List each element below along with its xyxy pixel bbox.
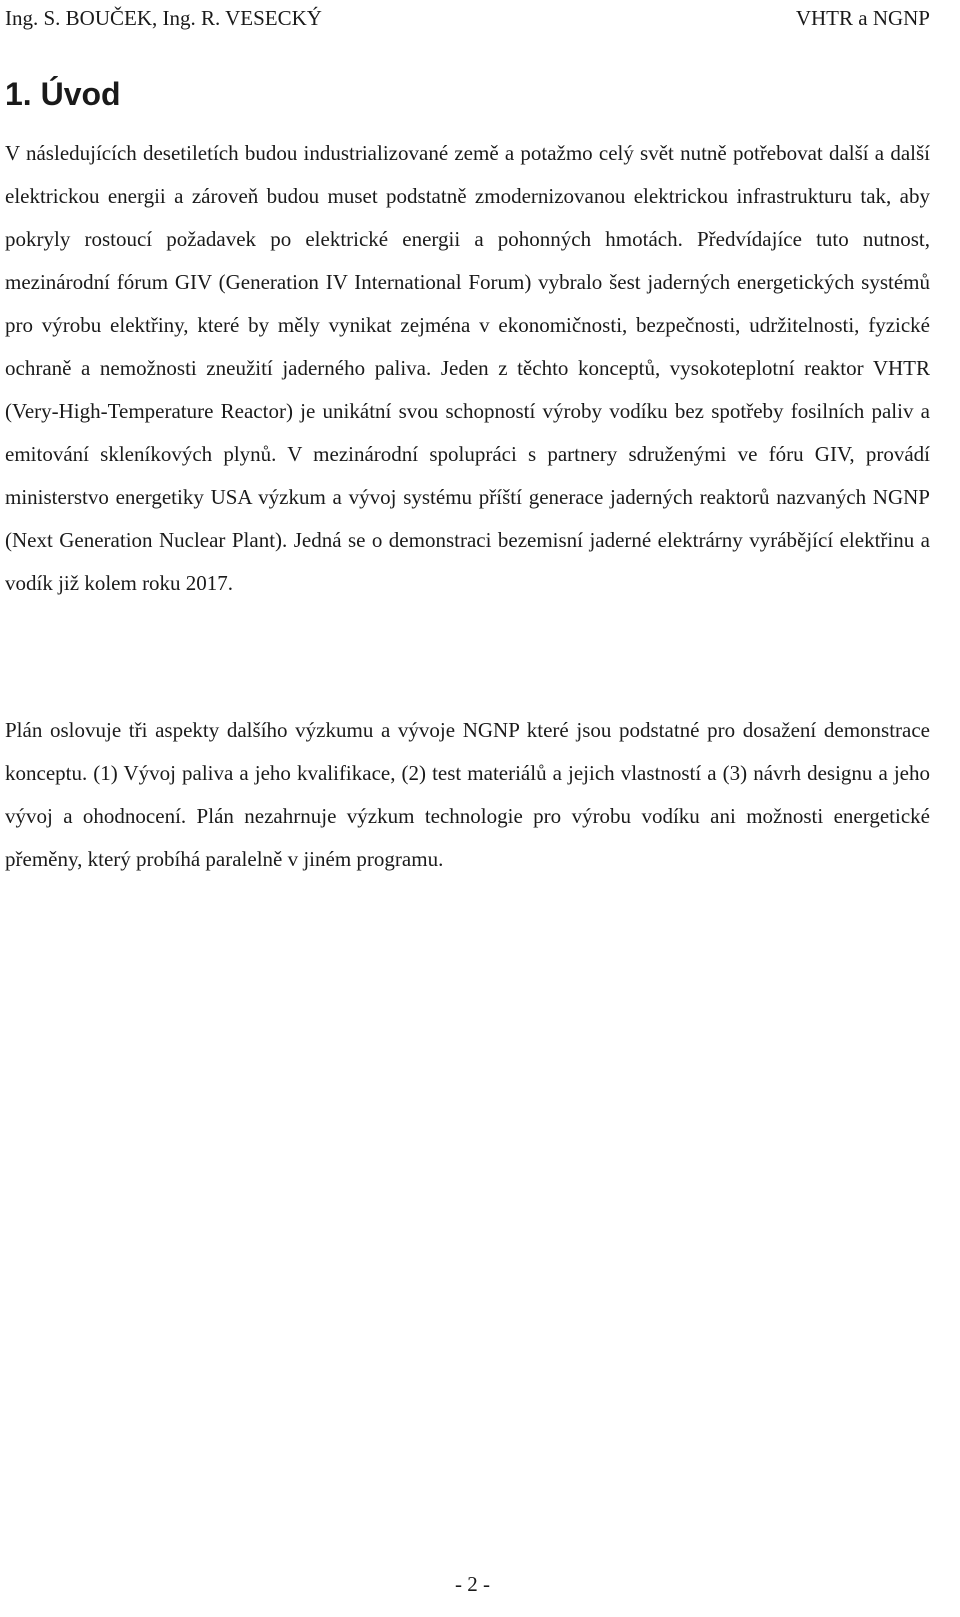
section-heading: 1. Úvod (5, 76, 121, 112)
header-authors: Ing. S. BOUČEK, Ing. R. VESECKÝ (5, 6, 322, 30)
header-title: VHTR a NGNP (795, 6, 930, 30)
page-number: - 2 - (455, 1572, 490, 1596)
paragraph-plan: Plán oslovuje tři aspekty dalšího výzkumu a vývoje NGNP které jsou podstatné pro dosažení demonstrace konceptu. (1) Vývoj paliva a jeho kvalifikace, (2) test materiálů a jejich vlastností a (3) návrh designu a jeho vývoj a ohodnocení. Plán nezahrnuje výzkum technologie pro výrobu vodíku ani možnosti energetické přeměny, který probíhá paralelně v jiném programu. (5, 718, 930, 871)
paragraph-intro: V následujících desetiletích budou industrializované země a potažmo celý svět nutně potřebovat další a další elektrickou energii a zároveň budou muset podstatně zmodernizovanou elektrickou infrastrukturu tak, aby pokryly rostoucí požadavek po elektrické energii a pohonných hmotách. Předvídajíce tuto nutnost, mezinárodní fórum GIV (Generation IV International Forum) vybralo šest jaderných energetických systémů pro výrobu elektřiny, které by měly vynikat zejména v ekonomičnosti, bezpečnosti, udržitelnosti, fyzické ochraně a nemožnosti zneužití jaderného paliva. Jeden z těchto konceptů, vysokoteplotní reaktor VHTR (Very-High-Temperature Reactor) je unikátní svou schopností výroby vodíku bez spotřeby fosilních paliv a emitování skleníkových plynů. V mezinárodní spolupráci s partnery sdruženými ve fóru GIV, provádí ministerstvo energetiky USA výzkum a vývoj systému příští generace jaderných reaktorů nazvaných NGNP (Next Generation Nuclear Plant). Jedná se o demonstraci bezemisní jaderné elektrárny vyrábějící elektřinu a vodík již kolem roku 2017. (5, 141, 930, 595)
page-header (5, 6, 930, 30)
